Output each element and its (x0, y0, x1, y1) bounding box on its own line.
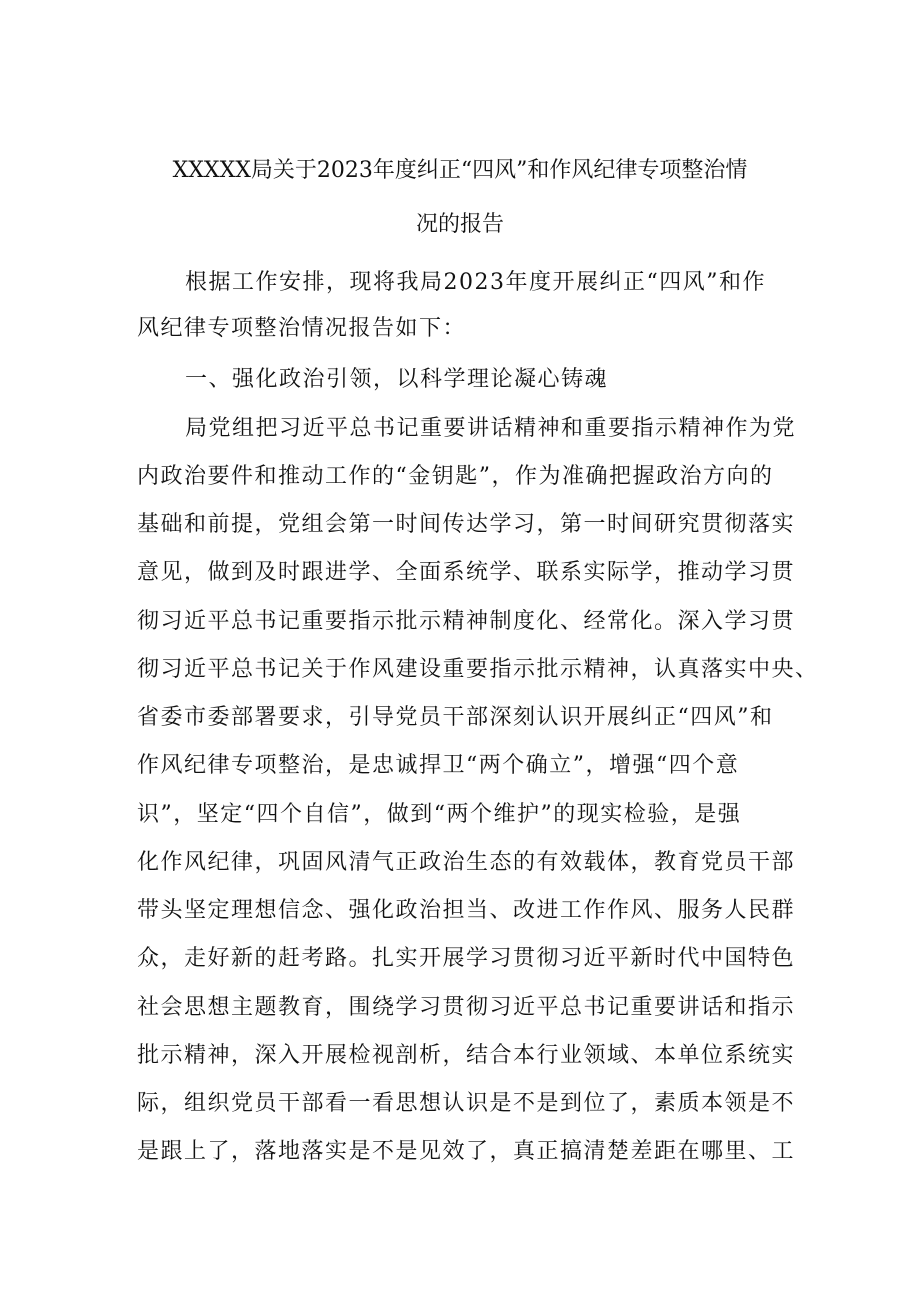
paragraph-line: 彻习近平总书记重要指示批示精神制度化、经常化。深入学习贯 (137, 609, 796, 634)
paragraph-intro-line-1: 根据工作安排，现将我局2023年度开展纠正“四风”和作 (185, 270, 766, 295)
paragraph-line: 化作风纪律，巩固风清气正政治生态的有效载体，教育党员干部 (137, 850, 796, 875)
paragraph-line: 意见，做到及时跟进学、全面系统学、联系实际学，推动学习贯 (137, 560, 796, 585)
paragraph-line: 省委市委部署要求，引导党员干部深刻认识开展纠正“四风”和 (137, 705, 774, 730)
paragraph-line: 基础和前提，党组会第一时间传达学习，第一时间研究贯彻落实 (137, 512, 796, 537)
paragraph-line: 带头坚定理想信念、强化政治担当、改进工作作风、服务人民群 (137, 898, 796, 923)
paragraph-line: 批示精神，深入开展检视剖析，结合本行业领域、本单位系统实 (137, 1043, 796, 1068)
paragraph-line: 局党组把习近平总书记重要讲话精神和重要指示精神作为党 (185, 416, 797, 441)
document-title-line-2: 况的报告 (415, 212, 504, 237)
paragraph-line: 众，走好新的赶考路。扎实开展学习贯彻习近平新时代中国特色 (137, 946, 796, 971)
document-title-line-1: XXXXX局关于2023年度纠正“四风”和作风纪律专项整治情 (172, 158, 748, 183)
paragraph-line: 际，组织党员干部看一看思想认识是不是到位了，素质本领是不 (137, 1091, 796, 1116)
paragraph-line: 是跟上了，落地落实是不是见效了，真正搞清楚差距在哪里、工 (137, 1139, 796, 1164)
paragraph-line: 作风纪律专项整治，是忠诚捍卫“两个确立”，增强“四个意 (137, 753, 740, 778)
paragraph-line: 内政治要件和推动工作的“金钥匙”，作为准确把握政治方向的 (137, 464, 774, 489)
paragraph-line: 识”，坚定“四个自信”，做到“两个维护”的现实检验，是强 (137, 802, 742, 827)
section-heading-1: 一、强化政治引领，以科学理论凝心铸魂 (185, 367, 609, 392)
paragraph-intro-line-2: 风纪律专项整治情况报告如下： (137, 316, 467, 341)
paragraph-line: 社会思想主题教育，围绕学习贯彻习近平总书记重要讲话和指示 (137, 995, 796, 1020)
paragraph-line: 彻习近平总书记关于作风建设重要指示批示精神，认真落实中央、 (137, 657, 819, 682)
